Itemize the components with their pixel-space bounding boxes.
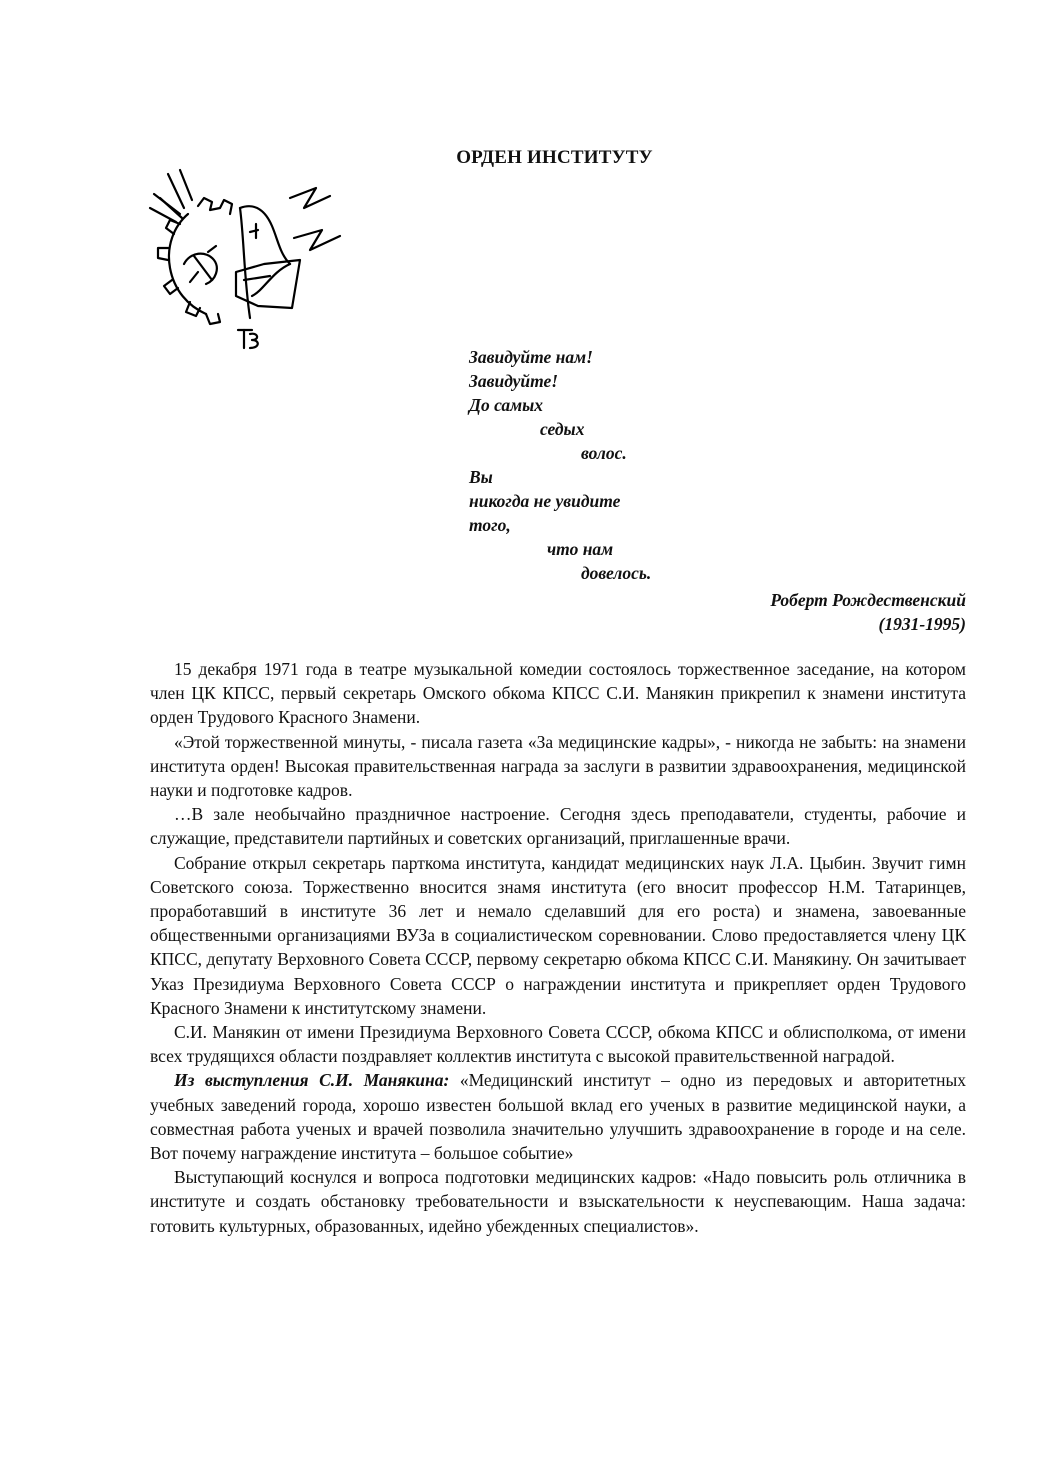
paragraph <box>150 802 966 850</box>
poem-line: того, <box>469 515 511 535</box>
paragraph-text: «Медицинский институт – одно из передовых и авторитетных учебных заведений города, хорошо известен большой вклад его ученых в развитие медицинской науки, а совместная работа ученых и врачей позволила значительно улучшить здравоохранение в городе и на селе. Вот почему награждение института – большое событие» <box>150 1070 967 1164</box>
paragraph-text: …В зале необычайно праздничное настроение. Сегодня здесь преподаватели, студенты, рабочие и служащие, представители партийных и советских организаций, приглашенные врачи. <box>150 804 966 849</box>
page-title: ОРДЕН ИНСТИТУТУ <box>456 147 653 168</box>
poem-years: (1931-1995) <box>878 614 966 634</box>
paragraph-text: Собрание открыл секретарь парткома института, кандидат медицинских наук Л.А. Цыбин. Звучит гимн Советского союза. Торжественно вносится знамя института (его вносит профессор Н.М. Татаринцев, проработавший в институте 36 лет и немало сделавший для его роста) и знамена, завоеванные общественными организациями ВУЗа в социалистическом соревновании. Слово предоставляется члену ЦК КПСС, депутату Верховного Совета СССР, первому секретарю обкома КПСС С.И. Манякину. Он зачитывает Указ Президиума Верховного Совета СССР о награждении института и прикрепляет орден Трудового Красного Знамени к институтскому знамени. <box>150 852 966 1018</box>
article-body <box>150 657 966 1238</box>
poem-line: седых <box>540 419 585 439</box>
poem-author: Роберт Рождественский <box>770 590 966 610</box>
paragraph-text: «Этой торжественной минуты, - писала газета «За медицинские кадры», - никогда не забыть: на знамени института орден! Высокая правительственная награда за заслуги в развитии здравоохранения, медицинской науки и подготовке кадров. <box>150 731 966 801</box>
paragraph-text: 15 декабря 1971 года в театре музыкальной комедии состоялось торжественное заседание, на котором член ЦК КПСС, первый секретарь Омского обкома КПСС С.И. Манякин прикрепил к знамени института орден Трудового Красного Знамени. <box>150 659 966 728</box>
paragraph-lead: Из выступления С.И. Манякина: <box>174 1070 450 1091</box>
paragraph <box>150 851 966 1020</box>
paragraph <box>150 1165 966 1238</box>
poem-line: Вы <box>469 467 493 487</box>
poem-line: довелось. <box>581 563 652 583</box>
poem-line: что нам <box>547 539 614 559</box>
poem-attribution <box>770 588 966 636</box>
poem-line: До самых <box>469 395 544 415</box>
paragraph <box>150 657 966 730</box>
epigraph-poem <box>469 345 969 585</box>
poem-line: никогда не увидите <box>469 491 621 511</box>
paragraph <box>150 730 966 803</box>
paragraph <box>150 1020 966 1068</box>
paragraph <box>150 1068 966 1165</box>
paragraph-text: Выступающий коснулся и вопроса подготовки медицинских кадров: «Надо повысить роль отличника в институте и создать обстановку требовательности и взыскательности к неуспевающим. Наша задача: готовить культурных, образованных, идейно убежденных специалистов». <box>150 1167 966 1236</box>
poem-line: Завидуйте! <box>469 371 559 391</box>
poem-line: волос. <box>581 443 627 463</box>
emblem-drawing-icon <box>140 168 370 358</box>
paragraph-text: С.И. Манякин от имени Президиума Верховного Совета СССР, обкома КПСС и облисполкома, от имени всех трудящихся области поздравляет коллектив института с высокой правительственной наградой. <box>150 1022 966 1067</box>
poem-line: Завидуйте нам! <box>469 347 593 367</box>
